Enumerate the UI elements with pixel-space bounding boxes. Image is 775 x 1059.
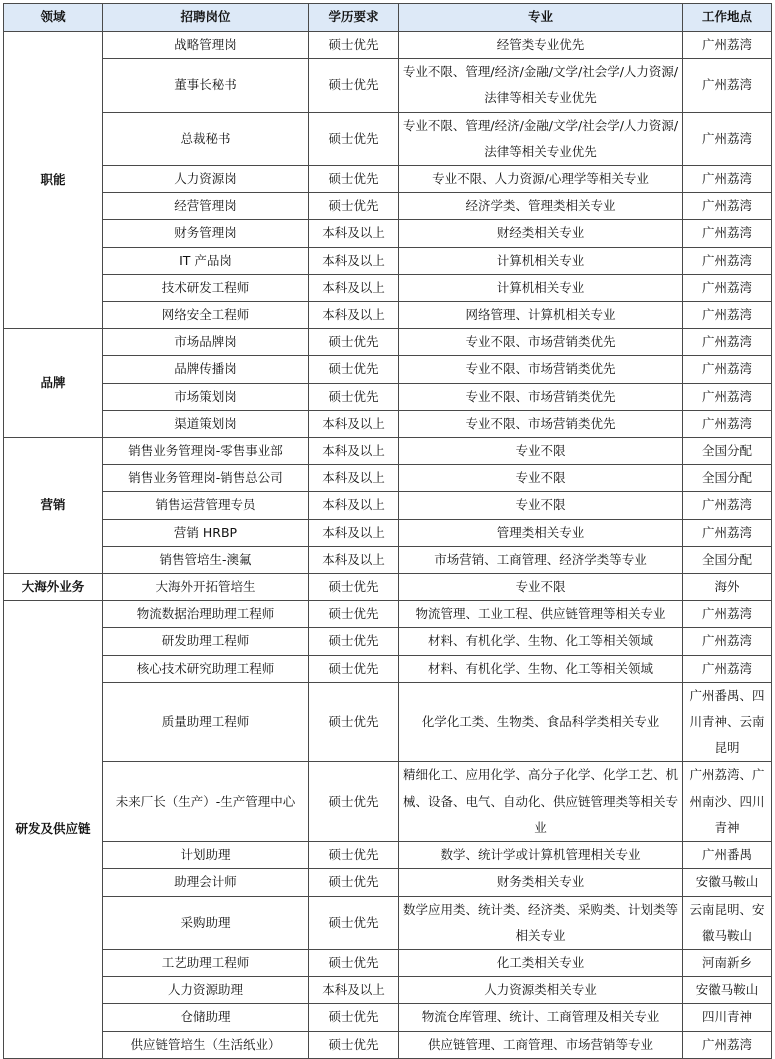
location-cell: 广州荔湾 [683, 356, 772, 383]
table-row [4, 32, 772, 59]
education-cell: 本科及以上 [309, 546, 399, 573]
position-cell: IT 产品岗 [103, 247, 309, 274]
header-position: 招聘岗位 [103, 4, 309, 32]
location-cell: 广州荔湾 [683, 1031, 772, 1058]
table-row [4, 438, 772, 465]
major-cell: 专业不限、管理/经济/金融/文学/社会学/人力资源/法律等相关专业优先 [399, 59, 683, 112]
location-cell: 广州荔湾 [683, 519, 772, 546]
table-row [4, 329, 772, 356]
location-cell: 广州荔湾 [683, 628, 772, 655]
major-cell: 财务类相关专业 [399, 869, 683, 896]
table-row [4, 112, 772, 165]
major-cell: 计算机相关专业 [399, 274, 683, 301]
education-cell: 本科及以上 [309, 302, 399, 329]
major-cell: 数学应用类、统计类、经济类、采购类、计划类等相关专业 [399, 896, 683, 949]
major-cell: 专业不限 [399, 465, 683, 492]
education-cell: 本科及以上 [309, 492, 399, 519]
education-cell: 硕士优先 [309, 682, 399, 762]
table-row [4, 193, 772, 220]
major-cell: 专业不限、市场营销类优先 [399, 410, 683, 437]
table-row [4, 465, 772, 492]
position-cell: 销售管培生-澳氟 [103, 546, 309, 573]
location-cell: 广州荔湾 [683, 59, 772, 112]
education-cell: 本科及以上 [309, 465, 399, 492]
location-cell: 广州荔湾 [683, 329, 772, 356]
education-cell: 硕士优先 [309, 112, 399, 165]
table-row [4, 682, 772, 762]
major-cell: 物流管理、工业工程、供应链管理等相关专业 [399, 601, 683, 628]
major-cell: 化工类相关专业 [399, 949, 683, 976]
table-row [4, 762, 772, 842]
position-cell: 销售业务管理岗-销售总公司 [103, 465, 309, 492]
education-cell: 硕士优先 [309, 869, 399, 896]
table-row [4, 274, 772, 301]
table-row [4, 166, 772, 193]
education-cell: 硕士优先 [309, 356, 399, 383]
education-cell: 硕士优先 [309, 166, 399, 193]
location-cell: 全国分配 [683, 546, 772, 573]
major-cell: 专业不限、人力资源/心理学等相关专业 [399, 166, 683, 193]
education-cell: 硕士优先 [309, 329, 399, 356]
table-body [4, 32, 772, 1059]
recruitment-table [3, 3, 772, 1059]
table-row [4, 655, 772, 682]
education-cell: 本科及以上 [309, 410, 399, 437]
table-row [4, 574, 772, 601]
education-cell: 硕士优先 [309, 949, 399, 976]
position-cell: 营销 HRBP [103, 519, 309, 546]
major-cell: 财经类相关专业 [399, 220, 683, 247]
position-cell: 销售业务管理岗-零售事业部 [103, 438, 309, 465]
major-cell: 市场营销、工商管理、经济学类等专业 [399, 546, 683, 573]
major-cell: 经管类专业优先 [399, 32, 683, 59]
major-cell: 专业不限 [399, 438, 683, 465]
position-cell: 市场策划岗 [103, 383, 309, 410]
position-cell: 供应链管培生（生活纸业） [103, 1031, 309, 1058]
location-cell: 云南昆明、安徽马鞍山 [683, 896, 772, 949]
education-cell: 本科及以上 [309, 519, 399, 546]
education-cell: 硕士优先 [309, 193, 399, 220]
education-cell: 本科及以上 [309, 977, 399, 1004]
education-cell: 硕士优先 [309, 842, 399, 869]
domain-cell: 职能 [4, 32, 103, 329]
table-row [4, 356, 772, 383]
table-row [4, 220, 772, 247]
major-cell: 专业不限、市场营销类优先 [399, 329, 683, 356]
education-cell: 硕士优先 [309, 383, 399, 410]
major-cell: 人力资源类相关专业 [399, 977, 683, 1004]
domain-cell: 品牌 [4, 329, 103, 438]
table-row [4, 601, 772, 628]
position-cell: 网络安全工程师 [103, 302, 309, 329]
table-row [4, 519, 772, 546]
table-row [4, 1031, 772, 1058]
position-cell: 人力资源助理 [103, 977, 309, 1004]
position-cell: 品牌传播岗 [103, 356, 309, 383]
major-cell: 物流仓库管理、统计、工商管理及相关专业 [399, 1004, 683, 1031]
education-cell: 硕士优先 [309, 655, 399, 682]
header-location: 工作地点 [683, 4, 772, 32]
major-cell: 专业不限 [399, 492, 683, 519]
location-cell: 广州荔湾 [683, 410, 772, 437]
table-row [4, 302, 772, 329]
table-row [4, 247, 772, 274]
position-cell: 人力资源岗 [103, 166, 309, 193]
position-cell: 计划助理 [103, 842, 309, 869]
table-row [4, 869, 772, 896]
position-cell: 未来厂长（生产）-生产管理中心 [103, 762, 309, 842]
position-cell: 总裁秘书 [103, 112, 309, 165]
location-cell: 广州番禺、四川青神、云南昆明 [683, 682, 772, 762]
position-cell: 助理会计师 [103, 869, 309, 896]
domain-cell: 营销 [4, 438, 103, 574]
major-cell: 材料、有机化学、生物、化工等相关领域 [399, 655, 683, 682]
table-row [4, 628, 772, 655]
location-cell: 广州荔湾 [683, 274, 772, 301]
major-cell: 专业不限、管理/经济/金融/文学/社会学/人力资源/法律等相关专业优先 [399, 112, 683, 165]
domain-cell: 研发及供应链 [4, 601, 103, 1058]
position-cell: 研发助理工程师 [103, 628, 309, 655]
location-cell: 四川青神 [683, 1004, 772, 1031]
position-cell: 经营管理岗 [103, 193, 309, 220]
header-domain: 领域 [4, 4, 103, 32]
table-row [4, 842, 772, 869]
table-row [4, 1004, 772, 1031]
location-cell: 广州荔湾 [683, 247, 772, 274]
education-cell: 硕士优先 [309, 762, 399, 842]
position-cell: 董事长秘书 [103, 59, 309, 112]
header-education: 学历要求 [309, 4, 399, 32]
education-cell: 硕士优先 [309, 628, 399, 655]
table-row [4, 383, 772, 410]
major-cell: 管理类相关专业 [399, 519, 683, 546]
major-cell: 专业不限、市场营销类优先 [399, 383, 683, 410]
position-cell: 核心技术研究助理工程师 [103, 655, 309, 682]
education-cell: 硕士优先 [309, 32, 399, 59]
major-cell: 经济学类、管理类相关专业 [399, 193, 683, 220]
position-cell: 财务管理岗 [103, 220, 309, 247]
location-cell: 安徽马鞍山 [683, 977, 772, 1004]
location-cell: 全国分配 [683, 465, 772, 492]
major-cell: 材料、有机化学、生物、化工等相关领域 [399, 628, 683, 655]
location-cell: 广州荔湾 [683, 220, 772, 247]
location-cell: 广州荔湾 [683, 601, 772, 628]
position-cell: 质量助理工程师 [103, 682, 309, 762]
domain-cell: 大海外业务 [4, 574, 103, 601]
major-cell: 精细化工、应用化学、高分子化学、化学工艺、机械、设备、电气、自动化、供应链管理类等相关专业 [399, 762, 683, 842]
position-cell: 物流数据治理助理工程师 [103, 601, 309, 628]
major-cell: 网络管理、计算机相关专业 [399, 302, 683, 329]
major-cell: 专业不限、市场营销类优先 [399, 356, 683, 383]
education-cell: 硕士优先 [309, 896, 399, 949]
education-cell: 硕士优先 [309, 601, 399, 628]
major-cell: 化学化工类、生物类、食品科学类相关专业 [399, 682, 683, 762]
location-cell: 河南新乡 [683, 949, 772, 976]
major-cell: 数学、统计学或计算机管理相关专业 [399, 842, 683, 869]
position-cell: 大海外开拓管培生 [103, 574, 309, 601]
table-row [4, 546, 772, 573]
position-cell: 仓储助理 [103, 1004, 309, 1031]
education-cell: 硕士优先 [309, 1031, 399, 1058]
major-cell: 专业不限 [399, 574, 683, 601]
education-cell: 硕士优先 [309, 59, 399, 112]
table-row [4, 410, 772, 437]
location-cell: 广州荔湾、广州南沙、四川青神 [683, 762, 772, 842]
position-cell: 技术研发工程师 [103, 274, 309, 301]
education-cell: 本科及以上 [309, 220, 399, 247]
location-cell: 广州番禺 [683, 842, 772, 869]
table-row [4, 59, 772, 112]
table-row [4, 977, 772, 1004]
position-cell: 工艺助理工程师 [103, 949, 309, 976]
location-cell: 广州荔湾 [683, 655, 772, 682]
location-cell: 广州荔湾 [683, 302, 772, 329]
location-cell: 广州荔湾 [683, 383, 772, 410]
table-row [4, 896, 772, 949]
table-row [4, 492, 772, 519]
position-cell: 渠道策划岗 [103, 410, 309, 437]
header-row [4, 4, 772, 32]
education-cell: 硕士优先 [309, 574, 399, 601]
position-cell: 战略管理岗 [103, 32, 309, 59]
position-cell: 市场品牌岗 [103, 329, 309, 356]
location-cell: 广州荔湾 [683, 112, 772, 165]
education-cell: 本科及以上 [309, 247, 399, 274]
location-cell: 安徽马鞍山 [683, 869, 772, 896]
table-row [4, 949, 772, 976]
education-cell: 硕士优先 [309, 1004, 399, 1031]
major-cell: 计算机相关专业 [399, 247, 683, 274]
header-major: 专业 [399, 4, 683, 32]
position-cell: 采购助理 [103, 896, 309, 949]
location-cell: 全国分配 [683, 438, 772, 465]
location-cell: 广州荔湾 [683, 166, 772, 193]
position-cell: 销售运营管理专员 [103, 492, 309, 519]
location-cell: 广州荔湾 [683, 32, 772, 59]
location-cell: 广州荔湾 [683, 492, 772, 519]
education-cell: 本科及以上 [309, 438, 399, 465]
location-cell: 海外 [683, 574, 772, 601]
location-cell: 广州荔湾 [683, 193, 772, 220]
major-cell: 供应链管理、工商管理、市场营销等专业 [399, 1031, 683, 1058]
education-cell: 本科及以上 [309, 274, 399, 301]
